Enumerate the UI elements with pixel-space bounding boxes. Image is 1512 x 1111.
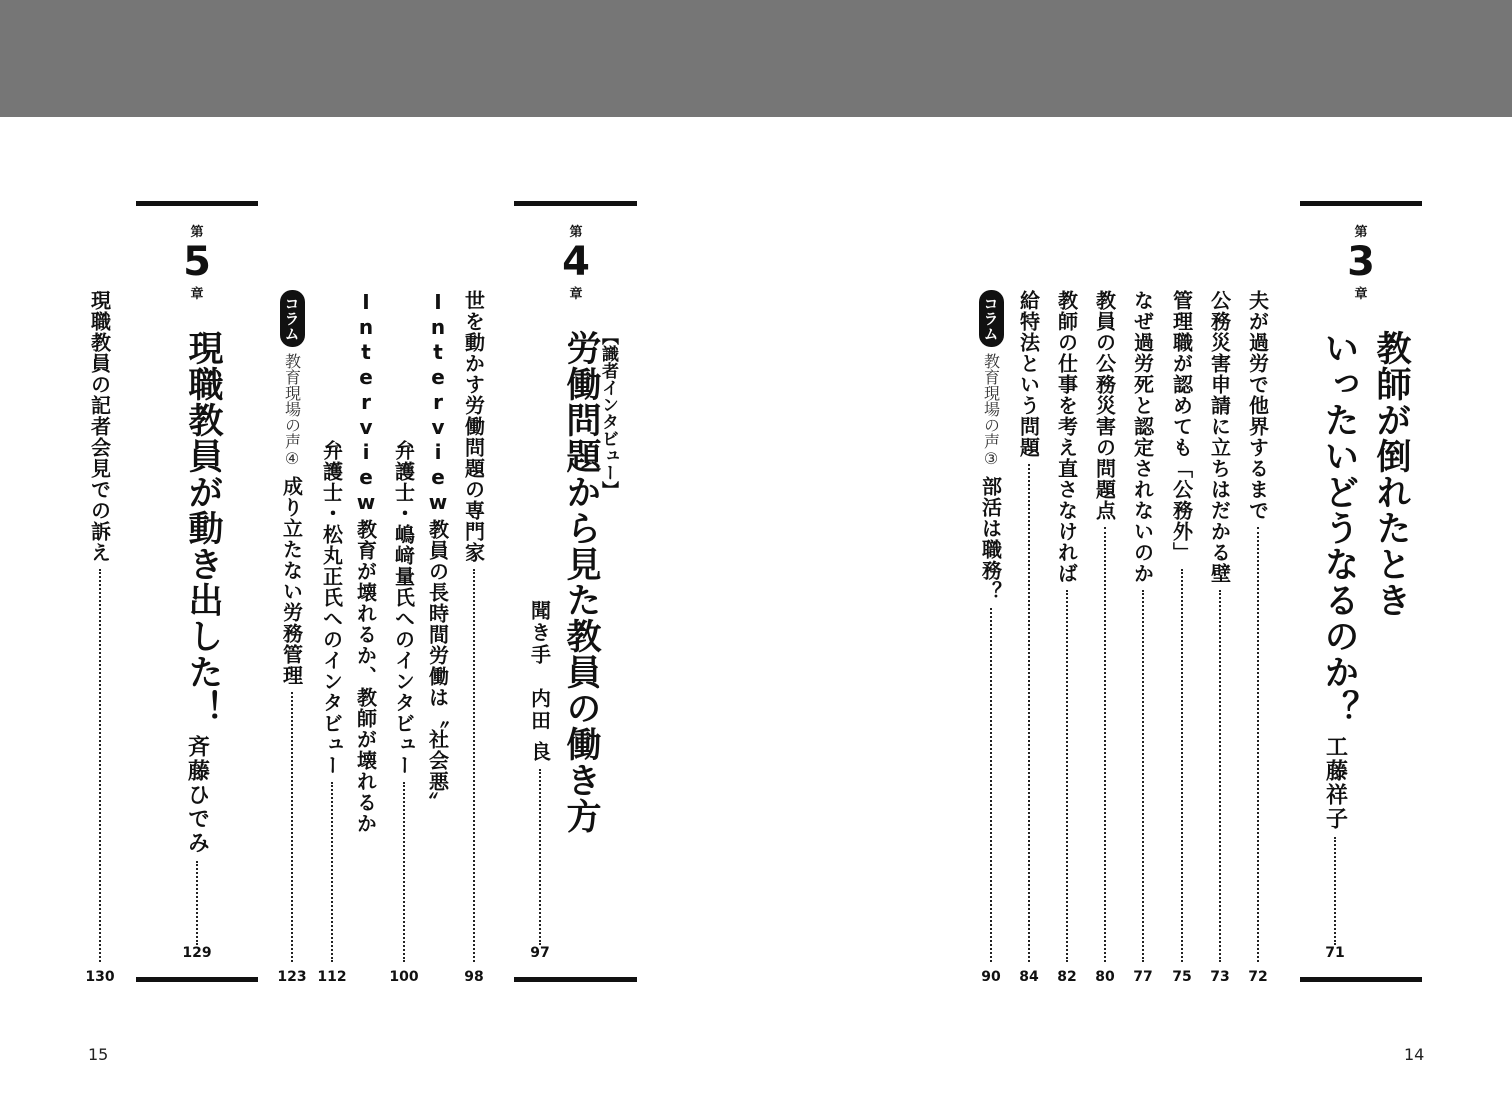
dot-leader xyxy=(1028,464,1030,962)
entry-page: 77 xyxy=(1133,969,1153,985)
entry-title: 現職教員の記者会見での訴え xyxy=(87,290,112,563)
page-number-left: 15 xyxy=(88,1045,109,1064)
entry-page: 90 xyxy=(981,969,1001,985)
toc-entry[interactable] xyxy=(1052,290,1082,962)
entry-page: 112 xyxy=(317,969,347,985)
entry-page: 84 xyxy=(1019,969,1039,985)
dot-leader xyxy=(1142,590,1144,962)
entry-title: 教員の長時間労働は〝社会悪〟 xyxy=(425,519,450,813)
dot-leader xyxy=(1104,527,1106,962)
dot-leader xyxy=(1066,590,1068,962)
column-badge: コラム xyxy=(280,290,305,347)
entry-page: 80 xyxy=(1095,969,1115,985)
toc-entry-column[interactable] xyxy=(976,290,1006,962)
chapter4-kicker: 【識者インタビュー】 xyxy=(598,328,618,498)
chapter4-title: 労働問題から見た教員の働き方 xyxy=(561,330,601,834)
entry-title: 給特法という問題 xyxy=(1016,290,1041,458)
chapter5-number: 5 xyxy=(183,239,211,285)
chapter5-page: 129 xyxy=(182,945,212,961)
chapter5-author-row[interactable] xyxy=(182,735,212,945)
entry-title: 教員の公務災害の問題点 xyxy=(1092,290,1117,521)
entry-page: 100 xyxy=(389,969,419,985)
chapter4-author-row[interactable] xyxy=(525,600,555,945)
chapter5-top-rule xyxy=(136,201,258,206)
column-label: 教育現場の声③ xyxy=(981,353,1001,468)
entry-title: 管理職が認めても「公務外」 xyxy=(1169,290,1194,563)
chapter5-dai: 第 xyxy=(190,225,204,240)
entry-page: 72 xyxy=(1248,969,1268,985)
toc-entry[interactable] xyxy=(1167,290,1197,962)
entry-title: 教育が壊れるか、教師が壊れるか xyxy=(353,519,378,834)
entry-page: 98 xyxy=(464,969,484,985)
entry-title: 夫が過労で他界するまで xyxy=(1245,290,1270,521)
toc-entry[interactable] xyxy=(1205,290,1235,962)
column-label: 教育現場の声④ xyxy=(282,353,302,468)
chapter3-page: 71 xyxy=(1325,945,1345,961)
chapter4-number: 4 xyxy=(562,239,590,285)
chapter4-bottom-rule xyxy=(514,977,637,982)
entry-subtitle: 弁護士・松丸正氏へのインタビュー xyxy=(319,440,344,776)
dot-leader xyxy=(291,692,293,962)
entry-page: 75 xyxy=(1172,969,1192,985)
entry-page: 73 xyxy=(1210,969,1230,985)
interview-prefix: Interview xyxy=(426,290,450,515)
toc-entry-subtitle-row[interactable] xyxy=(317,440,347,962)
chapter3-sho: 章 xyxy=(1354,287,1368,302)
chapter5-bottom-rule xyxy=(136,977,258,982)
toc-entry-interview[interactable] xyxy=(351,290,381,834)
entry-title: 世を動かす労働問題の専門家 xyxy=(461,290,486,563)
toc-entry[interactable] xyxy=(1128,290,1158,962)
top-gray-bar xyxy=(0,0,1512,117)
dot-leader xyxy=(403,782,405,962)
chapter3-title-line1: 教師が倒れたとき xyxy=(1371,330,1411,618)
dot-leader xyxy=(331,782,333,962)
entry-subtitle: 弁護士・嶋﨑量氏へのインタビュー xyxy=(391,440,416,776)
entry-title: 公務災害申請に立ちはだかる壁 xyxy=(1207,290,1232,584)
toc-entry-interview[interactable] xyxy=(423,290,453,813)
toc-entry-column[interactable] xyxy=(277,290,307,962)
chapter5-title: 現職教員が動き出した！ xyxy=(183,330,223,726)
chapter3-title-line2: いったいどうなるのか？ xyxy=(1319,330,1359,726)
interview-prefix: Interview xyxy=(354,290,378,515)
chapter3-author: 工藤祥子 xyxy=(1322,735,1348,831)
dot-leader xyxy=(990,608,992,962)
chapter5-author: 斉藤ひでみ xyxy=(184,735,210,855)
chapter3-author-row[interactable] xyxy=(1320,735,1350,945)
chapter4-sho: 章 xyxy=(569,287,583,302)
dot-leader xyxy=(196,861,198,945)
chapter4-top-rule xyxy=(514,201,637,206)
entry-title: 成り立たない労務管理 xyxy=(279,476,304,686)
chapter3-number: 3 xyxy=(1347,239,1375,285)
toc-entry-subtitle-row[interactable] xyxy=(389,440,419,962)
entry-page: 123 xyxy=(277,969,307,985)
dot-leader xyxy=(539,769,541,945)
toc-entry[interactable] xyxy=(459,290,489,962)
dot-leader xyxy=(99,569,101,962)
entry-title: なぜ過労死と認定されないのか xyxy=(1130,290,1155,584)
dot-leader xyxy=(1219,590,1221,962)
entry-page: 82 xyxy=(1057,969,1077,985)
chapter3-bottom-rule xyxy=(1300,977,1422,982)
chapter4-page: 97 xyxy=(530,945,550,961)
dot-leader xyxy=(473,569,475,962)
chapter3-dai: 第 xyxy=(1354,225,1368,240)
toc-entry[interactable] xyxy=(1243,290,1273,962)
entry-title: 教師の仕事を考え直さなければ xyxy=(1054,290,1079,584)
dot-leader xyxy=(1181,569,1183,962)
dot-leader xyxy=(1334,837,1336,945)
entry-title: 部活は職務？ xyxy=(978,476,1003,602)
dot-leader xyxy=(1257,527,1259,962)
chapter5-sho: 章 xyxy=(190,287,204,302)
chapter3-top-rule xyxy=(1300,201,1422,206)
toc-entry[interactable] xyxy=(1014,290,1044,962)
chapter4-author: 聞き手 内田 良 xyxy=(527,600,552,763)
entry-page: 130 xyxy=(85,969,115,985)
chapter4-dai: 第 xyxy=(569,225,583,240)
column-badge: コラム xyxy=(979,290,1004,347)
toc-entry[interactable] xyxy=(85,290,115,962)
page-number-right: 14 xyxy=(1404,1045,1425,1064)
toc-entry[interactable] xyxy=(1090,290,1120,962)
